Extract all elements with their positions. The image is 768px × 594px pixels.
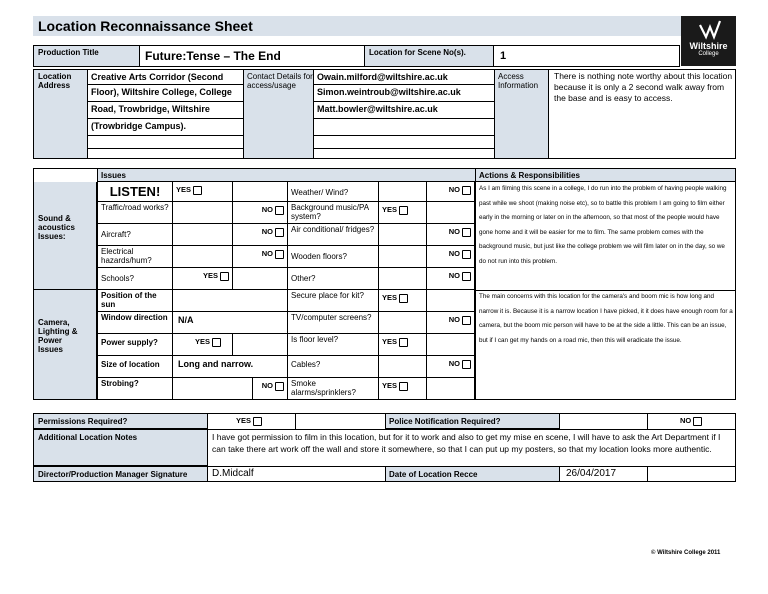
camera-right-yes[interactable]: [379, 290, 427, 312]
police-no[interactable]: [680, 414, 702, 428]
no-label: NO: [448, 315, 460, 324]
issues-header: Issues: [101, 171, 126, 180]
sound-left-yes[interactable]: [173, 268, 233, 290]
no-label: NO: [448, 185, 460, 194]
scene-value: 1: [500, 50, 507, 62]
sound-right-no[interactable]: [427, 224, 475, 246]
contact-email[interactable]: Owain.milford@wiltshire.ac.uk: [314, 70, 494, 85]
camera-left-yes[interactable]: [173, 334, 233, 356]
contact-email-empty: [314, 119, 494, 136]
police-label: Police Notification Required?: [389, 417, 501, 426]
permissions-divider: [295, 414, 296, 429]
contact-label: Contact Details for access/usage: [247, 72, 313, 90]
college-logo: [681, 16, 736, 66]
sound-right-blank: [379, 182, 427, 202]
date-divider: [647, 467, 648, 481]
no-label: NO: [448, 249, 460, 258]
address-line: (Trowbridge Campus).: [88, 119, 243, 136]
camera-left-no[interactable]: [253, 378, 288, 400]
listen-heading: LISTEN!: [109, 184, 161, 199]
camera-right-no[interactable]: [427, 312, 475, 334]
listen-cell: [97, 182, 173, 202]
notes-label: Additional Location Notes: [38, 433, 138, 442]
no-label: NO: [261, 249, 273, 258]
permissions-label: Permissions Required?: [38, 417, 128, 426]
yes-label: YES: [382, 205, 398, 214]
camera-left-value: N/A: [173, 312, 288, 334]
address-label: Location Address: [38, 72, 72, 90]
sound-left-no[interactable]: [233, 202, 288, 224]
camera-left-label: Size of location: [97, 356, 173, 378]
checkbox-icon[interactable]: [399, 294, 408, 303]
checkbox-icon[interactable]: [220, 272, 229, 281]
camera-right-label: Smoke alarms/sprinklers?: [288, 378, 379, 400]
date-label: Date of Location Recce: [389, 470, 478, 479]
no-label: NO: [261, 205, 273, 214]
camera-right-yes[interactable]: [379, 334, 427, 356]
no-label: NO: [448, 359, 460, 368]
copyright-text: © Wiltshire College 2011: [651, 550, 721, 556]
logo-text: Wiltshire: [689, 41, 728, 51]
checkbox-icon[interactable]: [399, 206, 408, 215]
camera-left-label: Window direction: [97, 312, 173, 334]
checkbox-icon[interactable]: [462, 186, 471, 195]
camera-actions-text: The main concerns with this location for the camera's and boom mic is how long and narrow it is. Because it is a narrow location I have picked, it it does have enough room for a camera, but the boom mic person will have to be at the side a little. This can be an issue, but if I can get my hands on a road mic, then this will eradicate the issue.: [479, 293, 733, 344]
sound-right-no[interactable]: [427, 246, 475, 268]
checkbox-icon[interactable]: [399, 338, 408, 347]
sound-right-label: Wooden floors?: [288, 246, 379, 268]
camera-left-value: Long and narrow.: [173, 356, 288, 378]
yes-label: YES: [202, 271, 218, 280]
listen-blank: [233, 182, 288, 202]
checkbox-icon[interactable]: [253, 417, 262, 426]
camera-left-label: Position of the sun: [97, 290, 173, 312]
checkbox-icon[interactable]: [275, 250, 284, 259]
sound-right-yes[interactable]: [379, 202, 427, 224]
page-title: Location Reconnaissance Sheet: [38, 18, 253, 34]
camera-right-yes[interactable]: [379, 378, 427, 400]
checkbox-icon[interactable]: [399, 382, 408, 391]
checkbox-icon[interactable]: [193, 186, 202, 195]
sound-label: Sound & acoustics Issues:: [38, 214, 75, 241]
police-divider: [647, 414, 648, 429]
actions-header: Actions & Responsibilities: [479, 171, 580, 180]
checkbox-icon[interactable]: [462, 360, 471, 369]
sound-right-label: Other?: [288, 268, 379, 290]
sound-right-blank: [427, 202, 475, 224]
sound-right-no[interactable]: [427, 268, 475, 290]
address-line: [88, 136, 243, 149]
yes-label: YES: [382, 381, 398, 390]
no-label: NO: [448, 227, 460, 236]
issues-header-cell: [97, 169, 475, 182]
checkbox-icon[interactable]: [462, 316, 471, 325]
sound-right-blank: [379, 246, 427, 268]
camera-left-value: [173, 290, 288, 312]
signature-value: D.Midcalf: [212, 468, 254, 479]
contact-email[interactable]: Simon.weintroub@wiltshire.ac.uk: [314, 85, 494, 102]
date-value: 26/04/2017: [566, 468, 617, 479]
sound-left-blank: [173, 202, 233, 224]
checkbox-icon[interactable]: [275, 206, 284, 215]
camera-right-label: TV/computer screens?: [288, 312, 379, 334]
sound-right-blank: [379, 268, 427, 290]
notes-text: I have got permission to film in this location, but for it to work and also to get my mise en scene, I will have to ask the Art Department if I can take there art work off the wall and store it somewhere, so that I can put up my posters, so that my location looks more authentic.: [212, 432, 721, 454]
checkbox-icon[interactable]: [212, 338, 221, 347]
address-line: Creative Arts Corridor (Second: [88, 70, 243, 85]
sound-left-no[interactable]: [233, 246, 288, 268]
camera-left-blank: [233, 334, 288, 356]
camera-right-label: Cables?: [288, 356, 379, 378]
camera-right-label: Is floor level?: [288, 334, 379, 356]
camera-right-blank: [379, 312, 427, 334]
sound-left-label: Aircraft?: [97, 224, 173, 246]
yes-label: YES: [195, 337, 211, 346]
sound-left-label: Schools?: [97, 268, 173, 290]
yes-label: YES: [382, 337, 398, 346]
sound-right-no[interactable]: [427, 182, 475, 202]
sound-right-label: Background music/PA system?: [288, 202, 379, 224]
listen-yes[interactable]: [173, 182, 233, 202]
sound-right-blank: [379, 224, 427, 246]
camera-right-blank: [379, 356, 427, 378]
sound-actions-text: As I am filming this scene in a college, I do run into the problem of having people walking past while we shoot (making noise etc), so to battle this problem I am going to film either early in the morning or later on in the afternoon, so that most of the people would have gone home and it will be easier for me to film. The same problem comes with the background music, but just like the college problem we will film later on in the day, so we do not run into this problem.: [479, 185, 727, 265]
address-line: Road, Trowbridge, Wiltshire: [88, 102, 243, 119]
checkbox-icon[interactable]: [462, 250, 471, 259]
camera-right-blank: [427, 334, 475, 356]
access-text: There is nothing note worthy about this location because it is only a 2 second walk away from the base and is easy to access.: [554, 71, 733, 103]
sound-right-label: Air conditional/ fridges?: [288, 224, 379, 246]
production-title-label: Production Title: [38, 48, 99, 57]
yes-label: YES: [236, 416, 252, 425]
address-lines: [88, 70, 243, 149]
logo-mark-icon: [694, 19, 724, 41]
sound-left-label: Traffic/road works?: [97, 202, 173, 224]
camera-left-blank: [173, 378, 253, 400]
contact-email[interactable]: Matt.bowler@wiltshire.ac.uk: [314, 102, 494, 119]
camera-right-label: Secure place for kit?: [288, 290, 379, 312]
camera-right-blank: [427, 290, 475, 312]
sound-right-label: Weather/ Wind?: [288, 182, 379, 202]
checkbox-icon[interactable]: [462, 228, 471, 237]
sound-left-blank: [173, 246, 233, 268]
address-line: Floor), Wiltshire College, College: [88, 85, 243, 102]
access-label: Access Information: [498, 72, 539, 90]
no-label: NO: [261, 227, 273, 236]
no-label: NO: [680, 416, 692, 425]
sound-left-label: Electrical hazards/hum?: [97, 246, 173, 268]
sound-grid: [97, 182, 475, 290]
camera-label: Camera, Lighting & Power Issues: [38, 318, 78, 354]
yes-label: YES: [382, 293, 398, 302]
yes-label: YES: [176, 185, 192, 194]
production-title-value: Future:Tense – The End: [145, 49, 281, 63]
scene-label: Location for Scene No(s).: [369, 48, 466, 57]
contact-email-empty: [314, 136, 494, 149]
logo-subtext: College: [698, 51, 719, 57]
camera-right-no[interactable]: [427, 356, 475, 378]
camera-left-label: Strobing?: [97, 378, 173, 400]
signature-label: Director/Production Manager Signature: [38, 470, 188, 479]
checkbox-icon[interactable]: [275, 382, 284, 391]
checkbox-icon[interactable]: [462, 272, 471, 281]
permissions-yes[interactable]: [236, 414, 262, 428]
sound-left-no[interactable]: [233, 224, 288, 246]
camera-right-blank: [427, 378, 475, 400]
no-label: NO: [448, 271, 460, 280]
camera-grid: [97, 290, 475, 400]
checkbox-icon[interactable]: [275, 228, 284, 237]
sound-left-blank: [173, 224, 233, 246]
camera-left-label: Power supply?: [97, 334, 173, 356]
actions-left-border: [475, 182, 476, 400]
sound-left-blank: [233, 268, 288, 290]
checkbox-icon[interactable]: [693, 417, 702, 426]
contact-lines: [314, 70, 494, 149]
no-label: NO: [261, 381, 273, 390]
